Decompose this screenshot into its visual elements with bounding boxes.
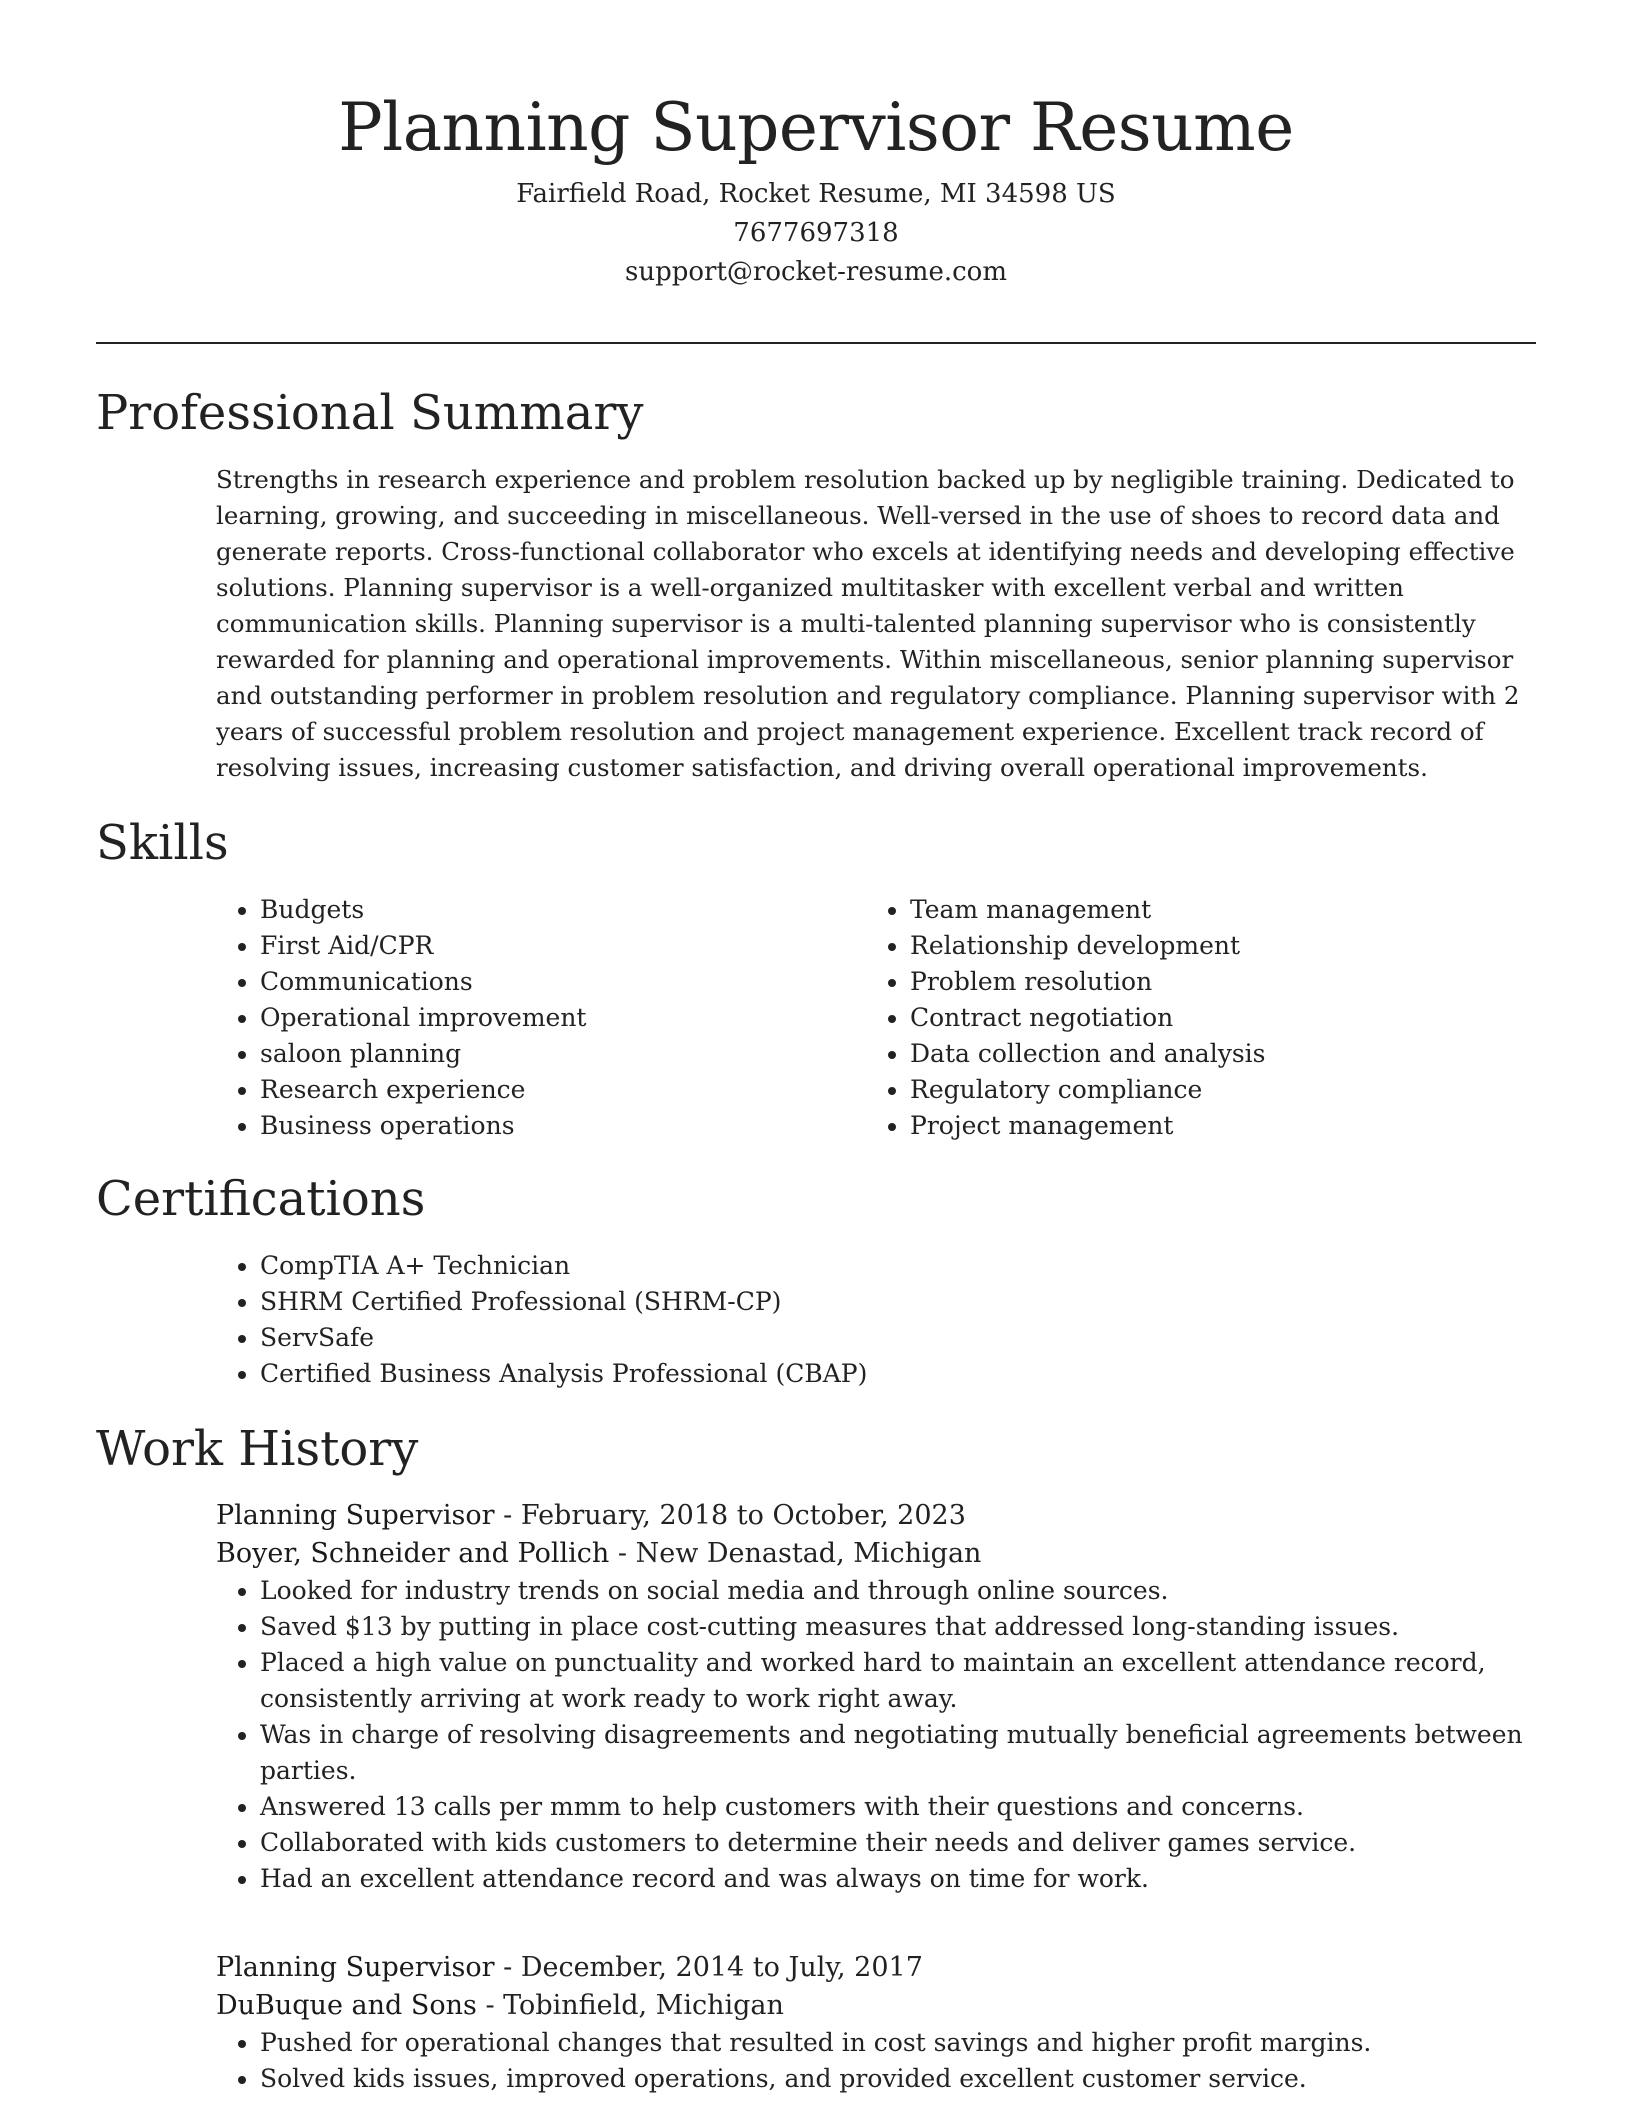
job-title-line — [216, 1497, 1536, 1535]
certification-item: • Certified Business Analysis Professional (CBAP) — [260, 1356, 1536, 1392]
job-duty: • Collaborated with kids customers to determine their needs and deliver games service. — [260, 1825, 1536, 1861]
job-dates: - February, 2018 to October, 2023 — [494, 1500, 966, 1531]
certification-item: • SHRM Certified Professional (SHRM-CP) — [260, 1284, 1536, 1320]
skill-item: • Budgets — [260, 892, 836, 928]
skill-item: • Project management — [910, 1108, 1536, 1144]
contact-address: Fairfield Road, Rocket Resume, MI 34598 US — [516, 179, 1116, 209]
page-title: Planning Supervisor Resume — [338, 89, 1294, 166]
job-duty: • Saved $13 by putting in place cost-cutting measures that addressed long-standing issues. — [260, 1609, 1536, 1645]
job-company: Boyer, Schneider and Pollich — [216, 1538, 610, 1569]
skills-heading: Skills — [96, 815, 229, 871]
skill-item: • Contract negotiation — [910, 1000, 1536, 1036]
skill-item: • Problem resolution — [910, 964, 1536, 1000]
job-title-line — [216, 1949, 1536, 1987]
job-duties-list — [216, 1573, 1536, 1897]
header-divider — [96, 342, 1536, 344]
job-dates: - December, 2014 to July, 2017 — [494, 1952, 923, 1983]
skill-item: • Team management — [910, 892, 1536, 928]
skill-item: • Regulatory compliance — [910, 1072, 1536, 1108]
job-duty: • Looked for industry trends on social media and through online sources. — [260, 1573, 1536, 1609]
job-company-line — [216, 1987, 1536, 2025]
certification-item: • ServSafe — [260, 1320, 1536, 1356]
summary-text: Strengths in research experience and problem resolution backed up by negligible training. Dedicated to learning, growing, and succeeding in miscellaneous. Well-versed in the use of shoes to record data and generate reports. Cross-functional collaborator who excels at identifying needs and developing effective solutions. Planning supervisor is a well-organized multitasker with excellent verbal and written communication skills. Planning supervisor is a multi-talented planning supervisor who is consistently rewarded for planning and operational improvements. Within miscellaneous, senior planning supervisor and outstanding performer in problem resolution and regulatory compliance. Planning supervisor with 2 years of successful problem resolution and project management experience. Excellent track record of resolving issues, increasing customer satisfaction, and driving overall operational improvements. — [216, 465, 1520, 782]
skills-left-column — [216, 892, 836, 1144]
certifications-list — [216, 1248, 1536, 1392]
skill-item: • Communications — [260, 964, 836, 1000]
skill-item: • Business operations — [260, 1108, 836, 1144]
work-history-heading: Work History — [96, 1421, 419, 1477]
job-duty: • Had an excellent attendance record and was always on time for work. — [260, 1861, 1536, 1897]
job-entry — [216, 1949, 1536, 2097]
skills-left-list — [216, 892, 836, 1144]
skill-item: • Relationship development — [910, 928, 1536, 964]
job-title: Planning Supervisor — [216, 1500, 495, 1531]
job-duty: • Was in charge of resolving disagreements and negotiating mutually beneficial agreements between parties. — [260, 1717, 1536, 1789]
skill-item: • Data collection and analysis — [910, 1036, 1536, 1072]
skill-item: • saloon planning — [260, 1036, 836, 1072]
skill-item: • Operational improvement — [260, 1000, 836, 1036]
skills-right-column — [866, 892, 1536, 1144]
job-duty: • Solved kids issues, improved operations, and provided excellent customer service. — [260, 2061, 1536, 2097]
skill-item: • First Aid/CPR — [260, 928, 836, 964]
job-location: - New Denastad, Michigan — [609, 1538, 982, 1569]
job-entry — [216, 1497, 1536, 1897]
job-duty: • Pushed for operational changes that resulted in cost savings and higher profit margins. — [260, 2025, 1536, 2061]
job-location: - Tobinfield, Michigan — [476, 1990, 784, 2021]
job-duties-list — [216, 2025, 1536, 2097]
job-duty: • Answered 13 calls per mmm to help customers with their questions and concerns. — [260, 1789, 1536, 1825]
job-duty: • Placed a high value on punctuality and worked hard to maintain an excellent attendance record, consistently arriving at work ready to work right away. — [260, 1645, 1536, 1717]
job-company-line — [216, 1535, 1536, 1573]
job-company: DuBuque and Sons — [216, 1990, 477, 2021]
skill-item: • Research experience — [260, 1072, 836, 1108]
resume-header — [96, 80, 1536, 292]
certification-item: • CompTIA A+ Technician — [260, 1248, 1536, 1284]
contact-phone: 7677697318 — [733, 218, 899, 248]
skills-right-list — [866, 892, 1536, 1144]
certifications-block — [216, 1248, 1536, 1392]
contact-email: support@rocket-resume.com — [624, 257, 1007, 287]
job-title: Planning Supervisor — [216, 1952, 495, 1983]
certifications-heading: Certifications — [96, 1171, 426, 1227]
summary-heading: Professional Summary — [96, 385, 644, 441]
